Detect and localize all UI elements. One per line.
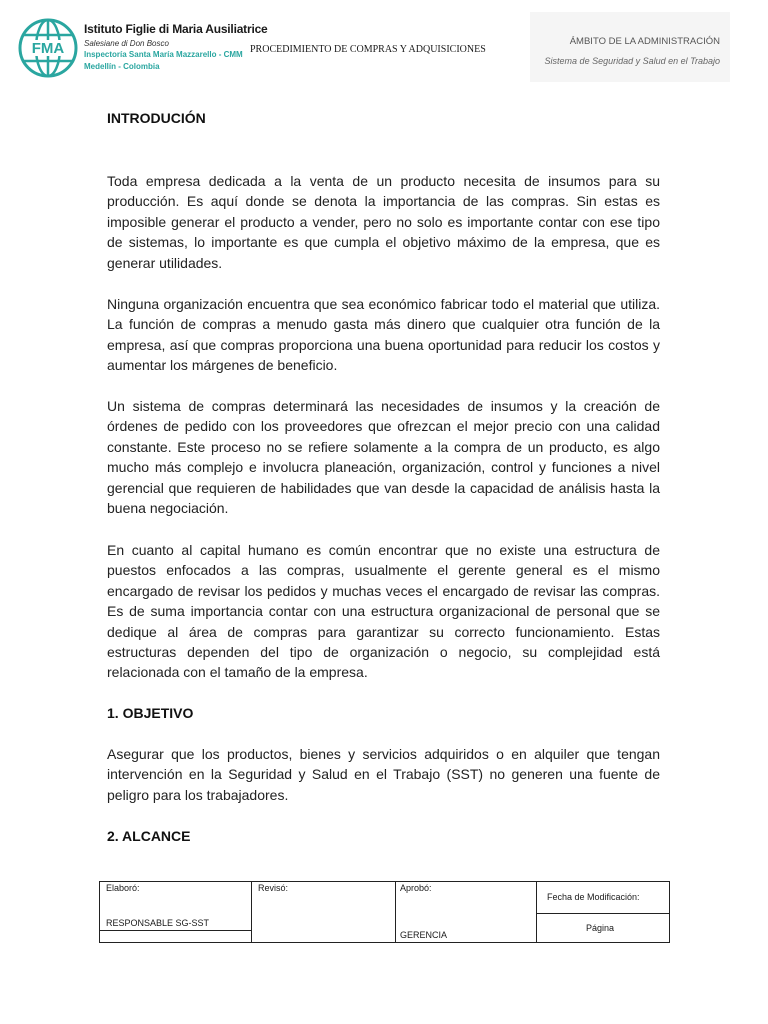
intro-paragraph: Toda empresa dedicada a la venta de un producto necesita de insumos para su producción. Es aquí donde se denota la importancia de las compras. Sin estas es imposible generar el producto a vender, pero no solo es importante contar con ese tipo de sistemas, lo importante es que cumpla el objetivo máximo de la empresa, que es generar utilidades. — [107, 173, 660, 271]
table-divider — [536, 913, 669, 914]
procedure-title: PROCEDIMIENTO DE COMPRAS Y ADQUISICIONES — [250, 44, 486, 55]
pagina-label: Página — [586, 923, 615, 933]
scope-title: ÁMBITO DE LA ADMINISTRACIÓN — [569, 36, 720, 47]
objective-paragraph: Asegurar que los productos, bienes y servicios adquiridos o en alquiler que tengan intervención en la Seguridad y Salud en el Trabajo (SST) no generen una fuente de peligro para los trabajadores. — [107, 746, 660, 803]
scope-subtitle: Sistema de Seguridad y Salud en el Trabajo — [544, 56, 720, 66]
institute-city: Medellín - Colombia — [84, 62, 160, 71]
intro-paragraph: Ninguna organización encuentra que sea económico fabricar todo el material que utiliza. La función de compras a menudo gasta más dinero que cualquier otra función de la empresa, así que compras proporciona una buena oportunidad para reducir los costos y aumentar los márgenes de beneficio. — [107, 296, 660, 374]
fecha-modificacion-label: Fecha de Modificación: — [547, 892, 640, 902]
intro-paragraph: Un sistema de compras determinará las necesidades de insumos y la creación de órdenes de pedido con los proveedores que ofrezcan el mejor precio con una calidad constante. Este proceso no se refiere solamente a la compra de un producto, es algo mucho más complejo e involucra planeación, organización, control y funciones a nivel gerencial que requieren de habilidades que van desde la capacidad de análisis hasta la buena negociación. — [107, 398, 660, 517]
objective-heading: 1. OBJETIVO — [107, 705, 194, 721]
aprobo-label: Aprobó: — [400, 883, 432, 893]
table-divider — [395, 882, 396, 942]
approval-table — [99, 881, 670, 943]
inspectorate-name: Inspectoría Santa María Mazzarello - CMM — [84, 50, 243, 59]
table-divider — [100, 930, 251, 931]
document-header — [0, 0, 768, 95]
elaboro-label: Elaboró: — [106, 883, 140, 893]
institute-subtitle: Salesiane di Don Bosco — [84, 39, 169, 48]
intro-paragraph: En cuanto al capital humano es común encontrar que no existe una estructura de puestos enfocados a las compras, usualmente el gerente general es el mismo encargado de revisar los pedidos y muchas veces el encargado de revisar las compras. Es de suma importancia contar con una estructura organizacional de personal que se dedique al área de compras para garantizar su correcto funcionamiento. Estas estructuras dependen del tipo de organización o negocio, su complejidad está relacionada con el tamaño de la empresa. — [107, 542, 660, 681]
svg-text:FMA: FMA — [31, 40, 65, 57]
scope-box — [530, 12, 730, 82]
scope-heading: 2. ALCANCE — [107, 828, 191, 844]
aprobo-value: GERENCIA — [400, 930, 448, 940]
intro-heading: INTRODUCIÓN — [107, 110, 206, 126]
table-divider — [251, 882, 252, 942]
reviso-label: Revisó: — [258, 883, 289, 893]
institute-name: Istituto Figlie di Maria Ausiliatrice — [84, 22, 268, 36]
elaboro-value: RESPONSABLE SG-SST — [106, 918, 210, 928]
table-divider — [536, 882, 537, 942]
fma-globe-logo-icon — [18, 18, 78, 78]
